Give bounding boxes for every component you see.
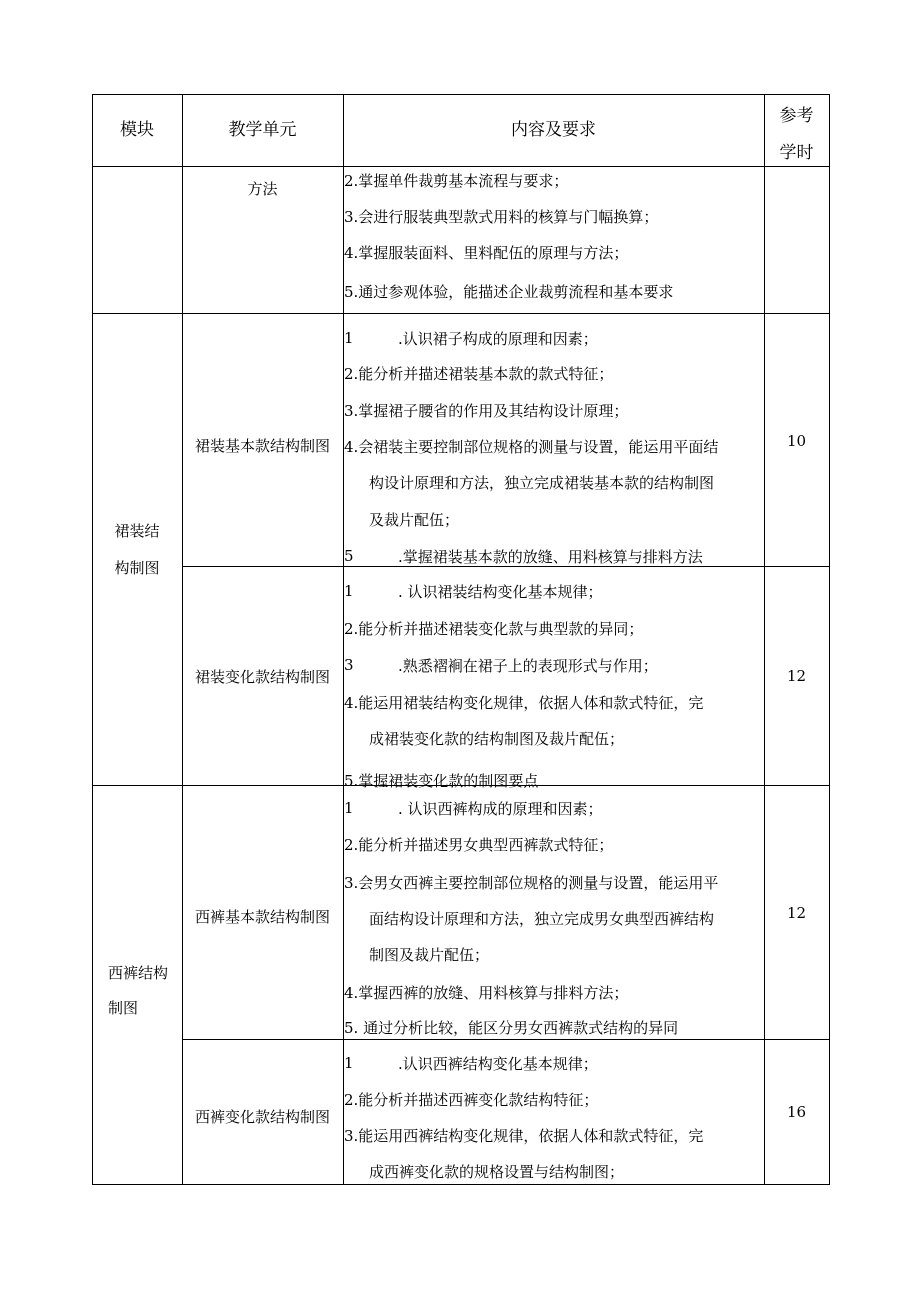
module-cell: 制图 (108, 999, 139, 1017)
content-line: .认识西裤结构变化基本规律； (398, 1055, 598, 1073)
content-line: 成裙装变化款的结构制图及裁片配伍； (369, 730, 625, 748)
unit-cell: 西裤基本款结构制图 (194, 908, 330, 926)
hours-cell: 16 (786, 1103, 807, 1121)
content-line: 3.能运用西裤结构变化规律，依据人体和款式特征，完 (344, 1127, 704, 1145)
header-content: 内容及要求 (511, 120, 596, 140)
hours-cell: 12 (786, 904, 807, 922)
hours-cell: 10 (786, 432, 807, 450)
content-line: 制图及裁片配伍； (369, 946, 490, 964)
content-line: 5. 通过分析比较，能区分男女西裤款式结构的异同 (344, 1019, 679, 1037)
hours-cell: 12 (786, 667, 807, 685)
content-line: 4.掌握服装面料、里料配伍的原理与方法； (344, 244, 629, 262)
content-line: 构设计原理和方法，独立完成裙装基本款的结构制图 (369, 474, 715, 492)
content-line: 2.能分析并描述西裤变化款结构特征； (344, 1091, 599, 1109)
content-line: .认识裙子构成的原理和因素； (398, 330, 598, 348)
content-line: 2.能分析并描述男女典型西裤款式特征； (344, 836, 614, 854)
content-line: 4.掌握西裤的放缝、用料核算与排料方法； (344, 984, 629, 1002)
content-line: 4.能运用裙装结构变化规律，依据人体和款式特征，完 (344, 694, 704, 712)
content-line: 5.通过参观体验，能描述企业裁剪流程和基本要求 (344, 283, 674, 301)
unit-cell: 方法 (247, 180, 278, 198)
content-line: .掌握裙装基本款的放缝、用料核算与排料方法 (398, 548, 703, 566)
unit-cell: 裙装变化款结构制图 (194, 668, 330, 686)
column-divider (182, 94, 183, 1185)
header-hours-line1: 参考 (779, 106, 814, 126)
table-border-top (92, 94, 829, 95)
content-line: . 认识西裤构成的原理和因素； (398, 800, 603, 818)
content-line: 4.会裙装主要控制部位规格的测量与设置，能运用平面结 (344, 438, 719, 456)
table-border-left (92, 94, 93, 1185)
module-cell: 裙装结 (114, 522, 160, 540)
content-line: .熟悉褶裥在裙子上的表现形式与作用； (398, 657, 658, 675)
header-hours-line2: 学时 (779, 143, 814, 163)
header-divider (92, 166, 829, 167)
content-line: 2.能分析并描述裙装基本款的款式特征； (344, 365, 614, 383)
row-divider (182, 1039, 829, 1040)
content-line-number: 1 (344, 329, 354, 347)
content-line: 成西裤变化款的规格设置与结构制图； (369, 1163, 625, 1181)
header-module: 模块 (120, 120, 154, 140)
content-line: 及裁片配伍； (369, 511, 460, 529)
content-line-number: 3 (344, 656, 354, 674)
content-line: 3.会进行服装典型款式用料的核算与门幅换算； (344, 208, 659, 226)
table-border-bottom (92, 1184, 829, 1185)
content-line: 面结构设计原理和方法，独立完成男女典型西裤结构 (369, 910, 715, 928)
column-divider (764, 94, 765, 1185)
table-border-right (829, 94, 830, 1185)
content-line: 3.会男女西裤主要控制部位规格的测量与设置，能运用平 (344, 874, 719, 892)
content-line-number: 1 (344, 582, 354, 600)
unit-cell: 裙装基本款结构制图 (194, 437, 330, 455)
content-line: . 认识裙装结构变化基本规律； (398, 583, 603, 601)
header-teaching-unit: 教学单元 (228, 120, 297, 140)
module-cell: 西裤结构 (108, 964, 169, 982)
content-line: 5.掌握裙装变化款的制图要点 (344, 772, 539, 790)
content-line: 2.能分析并描述裙装变化款与典型款的异同； (344, 620, 644, 638)
content-line-number: 5 (344, 547, 354, 565)
row-divider (92, 313, 829, 314)
content-line: 2.掌握单件裁剪基本流程与要求； (344, 172, 569, 190)
module-cell: 构制图 (114, 559, 160, 577)
content-line-number: 1 (344, 1054, 354, 1072)
content-line-number: 1 (344, 799, 354, 817)
content-line: 3.掌握裙子腰省的作用及其结构设计原理； (344, 402, 629, 420)
unit-cell: 西裤变化款结构制图 (194, 1108, 330, 1126)
